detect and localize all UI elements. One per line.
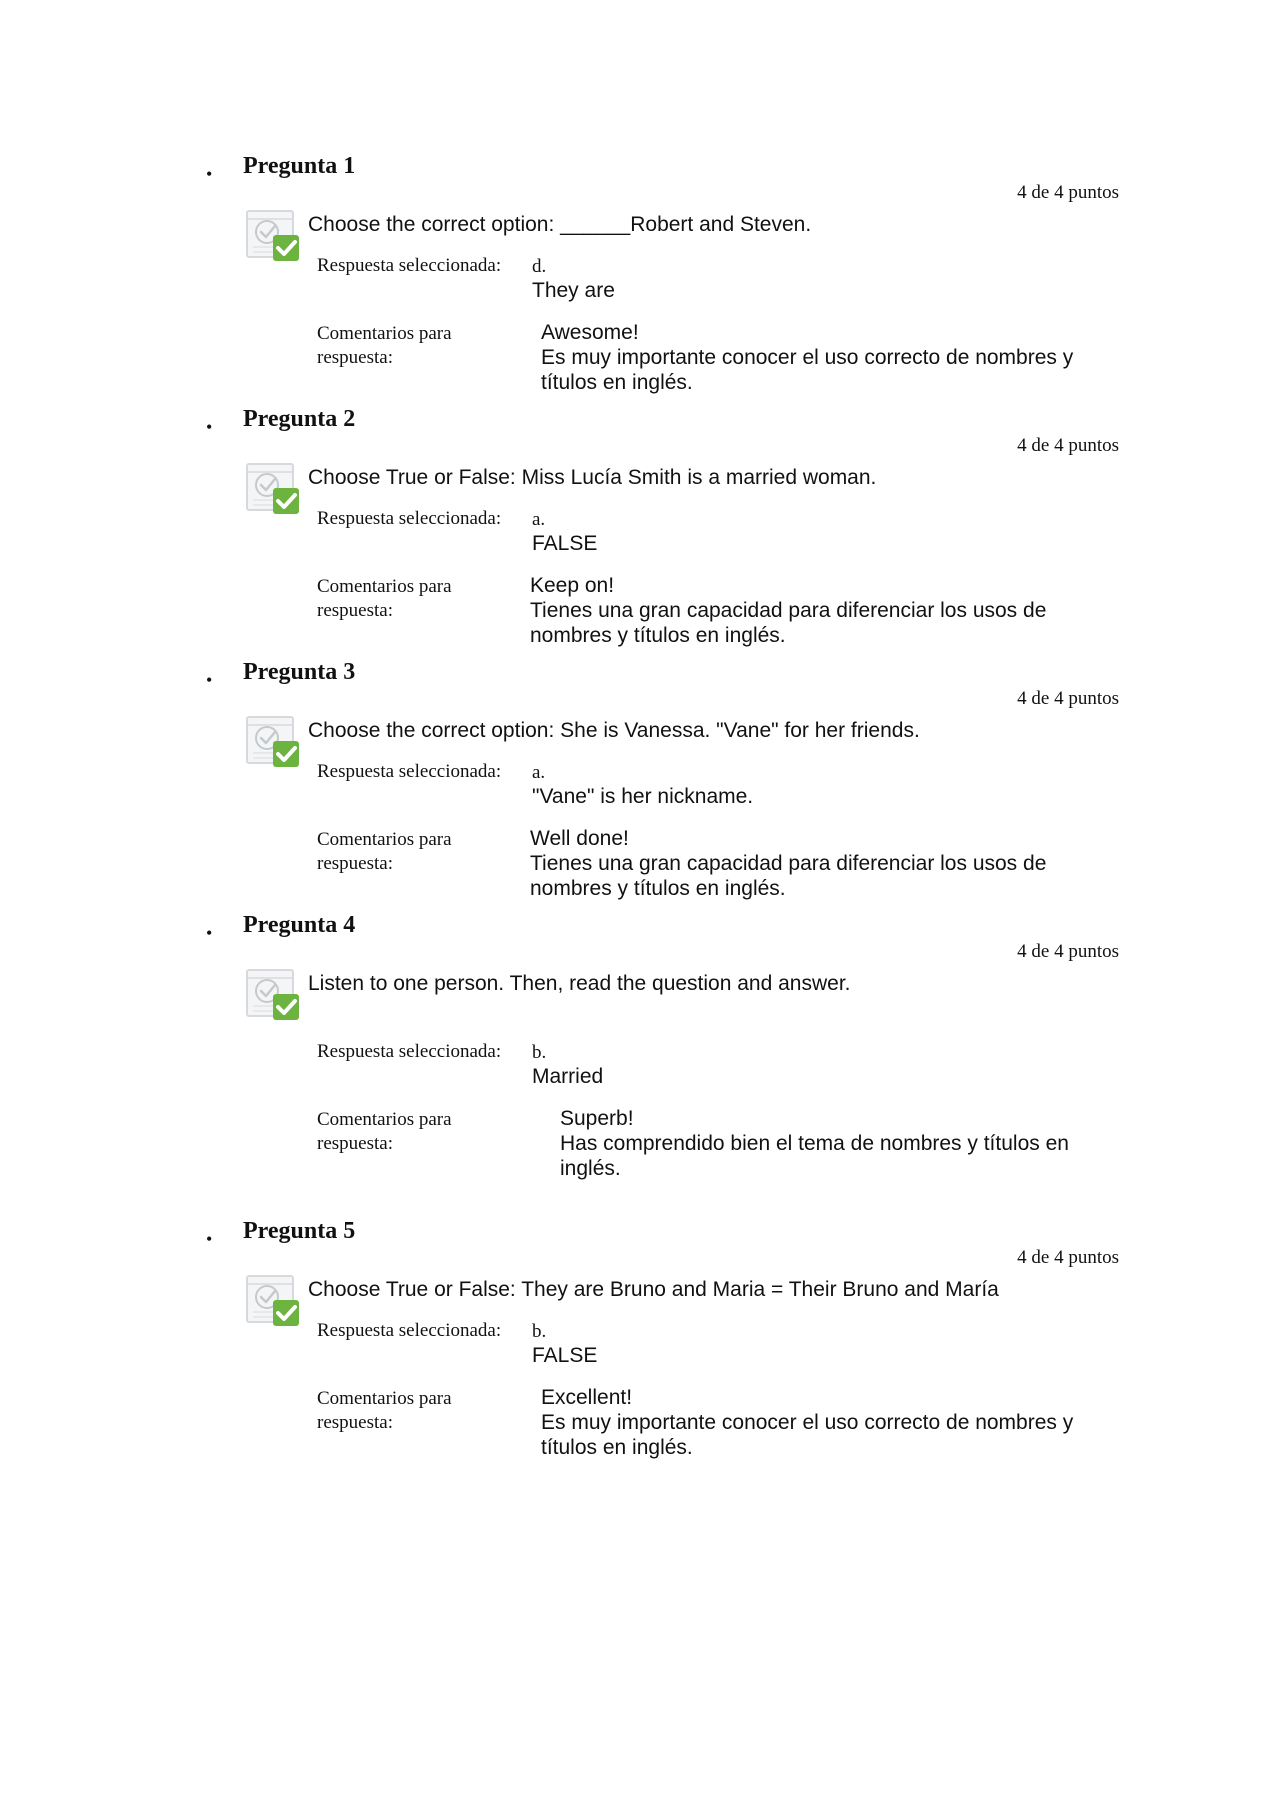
feedback-label: Comentarios para respuesta:: [317, 576, 452, 621]
feedback-label: Comentarios para respuesta:: [317, 1109, 452, 1154]
question-score: 4 de 4 puntos: [1017, 435, 1119, 456]
selected-answer-letter: b.: [532, 1042, 547, 1063]
feedback-text: Excellent! Es muy importante conocer el uso correcto de nombres y títulos en inglés.: [541, 1386, 1074, 1459]
feedback-label: Comentarios para respuesta:: [317, 1388, 452, 1433]
selected-answer-label: Respuesta seleccionada:: [317, 255, 502, 276]
graded-correct-icon: [245, 1272, 303, 1330]
feedback-text: Awesome! Es muy importante conocer el uso correcto de nombres y títulos en inglés.: [541, 321, 1074, 394]
graded-correct-checkmark-icon: [245, 713, 303, 771]
feedback-text: Well done! Tienes una gran capacidad para diferenciar los usos de nombres y títulos en inglés.: [530, 827, 1047, 900]
question-item: [0, 1218, 1280, 1458]
feedback-text: Superb! Has comprendido bien el tema de nombres y títulos en inglés.: [560, 1107, 1069, 1180]
question-score: 4 de 4 puntos: [1017, 688, 1119, 709]
question-item: [0, 659, 1280, 899]
feedback-label: Comentarios para respuesta:: [317, 323, 452, 368]
question-text: Choose True or False: They are Bruno and Maria = Their Bruno and María: [308, 1278, 999, 1301]
question-title: Pregunta 3: [243, 659, 356, 685]
selected-answer-label: Respuesta seleccionada:: [317, 1320, 502, 1341]
selected-answer-text: FALSE: [532, 1344, 598, 1367]
question-title: Pregunta 2: [243, 406, 356, 432]
graded-correct-checkmark-icon: [245, 207, 303, 265]
selected-answer-text: "Vane" is her nickname.: [532, 785, 754, 808]
selected-answer-text: FALSE: [532, 532, 598, 555]
graded-correct-checkmark-icon: [245, 1272, 303, 1330]
question-title: Pregunta 5: [243, 1218, 356, 1244]
question-title: Pregunta 4: [243, 912, 356, 938]
graded-correct-icon: [245, 713, 303, 771]
selected-answer-text: They are: [532, 279, 615, 302]
feedback-label: Comentarios para respuesta:: [317, 829, 452, 874]
feedback-text: Keep on! Tienes una gran capacidad para diferenciar los usos de nombres y títulos en inglés.: [530, 574, 1047, 647]
graded-correct-checkmark-icon: [245, 966, 303, 1024]
question-title: Pregunta 1: [243, 153, 356, 179]
list-bullet: •: [206, 417, 213, 437]
question-text: Listen to one person. Then, read the question and answer.: [308, 972, 851, 995]
question-item: [0, 912, 1280, 1180]
question-item: [0, 153, 1280, 393]
question-score: 4 de 4 puntos: [1017, 182, 1119, 203]
question-score: 4 de 4 puntos: [1017, 941, 1119, 962]
selected-answer-letter: a.: [532, 762, 546, 783]
list-bullet: •: [206, 923, 213, 943]
list-bullet: •: [206, 670, 213, 690]
question-text: Choose the correct option: ______Robert and Steven.: [308, 213, 812, 236]
selected-answer-label: Respuesta seleccionada:: [317, 1041, 502, 1062]
graded-correct-icon: [245, 966, 303, 1024]
question-score: 4 de 4 puntos: [1017, 1247, 1119, 1268]
selected-answer-label: Respuesta seleccionada:: [317, 508, 502, 529]
question-text: Choose the correct option: She is Vanessa. "Vane" for her friends.: [308, 719, 920, 742]
selected-answer-letter: a.: [532, 509, 546, 530]
selected-answer-letter: b.: [532, 1321, 547, 1342]
selected-answer-letter: d.: [532, 256, 547, 277]
graded-correct-checkmark-icon: [245, 460, 303, 518]
question-item: [0, 406, 1280, 646]
list-bullet: •: [206, 1229, 213, 1249]
graded-correct-icon: [245, 460, 303, 518]
selected-answer-text: Married: [532, 1065, 604, 1088]
selected-answer-label: Respuesta seleccionada:: [317, 761, 502, 782]
list-bullet: •: [206, 164, 213, 184]
question-text: Choose True or False: Miss Lucía Smith is a married woman.: [308, 466, 877, 489]
graded-correct-icon: [245, 207, 303, 265]
